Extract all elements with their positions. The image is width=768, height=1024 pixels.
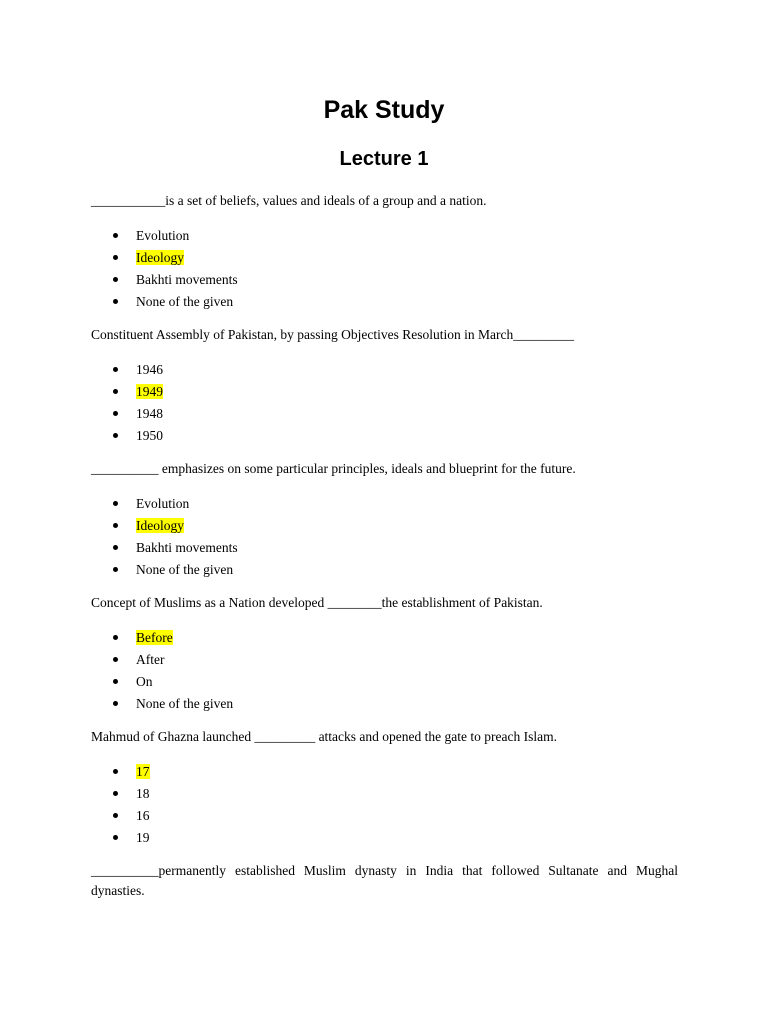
option-label: On <box>136 674 153 689</box>
bullet-icon <box>113 501 118 506</box>
option-label: Bakhti movements <box>136 540 238 555</box>
bullet-icon <box>113 701 118 706</box>
option-item <box>91 559 678 581</box>
bullet-icon <box>113 791 118 796</box>
option-item <box>91 693 678 715</box>
option-item <box>91 649 678 671</box>
option-item <box>91 247 678 269</box>
option-label: None of the given <box>136 696 234 711</box>
option-item <box>91 403 678 425</box>
bullet-icon <box>113 813 118 818</box>
bullet-icon <box>113 523 118 528</box>
question-4-options <box>91 627 678 715</box>
option-label: None of the given <box>136 294 234 309</box>
correct-answer-highlight: 1949 <box>136 384 163 399</box>
option-item <box>91 627 678 649</box>
bullet-icon <box>113 433 118 438</box>
option-item <box>91 425 678 447</box>
bullet-icon <box>113 635 118 640</box>
option-label: Evolution <box>136 496 190 511</box>
lecture-heading: Lecture 1 <box>339 148 429 170</box>
bullet-icon <box>113 835 118 840</box>
bullet-icon <box>113 389 118 394</box>
correct-answer-highlight: Ideology <box>136 518 184 533</box>
option-item <box>91 359 678 381</box>
bullet-icon <box>113 769 118 774</box>
option-item <box>91 225 678 247</box>
option-label: After <box>136 652 165 667</box>
question-4: Concept of Muslims as a Nation developed ________the establishment of Pakistan. <box>91 595 543 610</box>
option-item <box>91 537 678 559</box>
option-item <box>91 515 678 537</box>
option-item <box>91 493 678 515</box>
option-label: 1948 <box>136 406 163 421</box>
option-item <box>91 827 678 849</box>
bullet-icon <box>113 657 118 662</box>
question-3: __________ emphasizes on some particular principles, ideals and blueprint for the future. <box>91 461 576 476</box>
bullet-icon <box>113 411 118 416</box>
option-label: Bakhti movements <box>136 272 238 287</box>
correct-answer-highlight: 17 <box>136 764 150 779</box>
option-item <box>91 381 678 403</box>
correct-answer-highlight: Ideology <box>136 250 184 265</box>
question-1-options <box>91 225 678 313</box>
question-6: __________permanently established Muslim dynasty in India that followed Sultanate and Mughal dynasties. <box>91 863 678 898</box>
question-2: Constituent Assembly of Pakistan, by passing Objectives Resolution in March_________ <box>91 327 574 342</box>
question-5-options <box>91 761 678 849</box>
bullet-icon <box>113 367 118 372</box>
option-item <box>91 783 678 805</box>
document-title: Pak Study <box>323 96 445 124</box>
option-label: 18 <box>136 786 150 801</box>
option-item <box>91 671 678 693</box>
option-label: 16 <box>136 808 150 823</box>
option-item <box>91 805 678 827</box>
bullet-icon <box>113 299 118 304</box>
bullet-icon <box>113 567 118 572</box>
correct-answer-highlight: Before <box>136 630 173 645</box>
bullet-icon <box>113 255 118 260</box>
option-label: 1946 <box>136 362 163 377</box>
option-item <box>91 269 678 291</box>
bullet-icon <box>113 233 118 238</box>
question-5: Mahmud of Ghazna launched _________ attacks and opened the gate to preach Islam. <box>91 729 557 744</box>
option-item <box>91 761 678 783</box>
option-label: 19 <box>136 830 150 845</box>
quiz-content <box>91 191 678 901</box>
bullet-icon <box>113 679 118 684</box>
option-label: 1950 <box>136 428 163 443</box>
option-label: Evolution <box>136 228 190 243</box>
option-label: None of the given <box>136 562 234 577</box>
question-1: ___________is a set of beliefs, values and ideals of a group and a nation. <box>91 193 487 208</box>
bullet-icon <box>113 545 118 550</box>
question-2-options <box>91 359 678 447</box>
bullet-icon <box>113 277 118 282</box>
question-3-options <box>91 493 678 581</box>
option-item <box>91 291 678 313</box>
